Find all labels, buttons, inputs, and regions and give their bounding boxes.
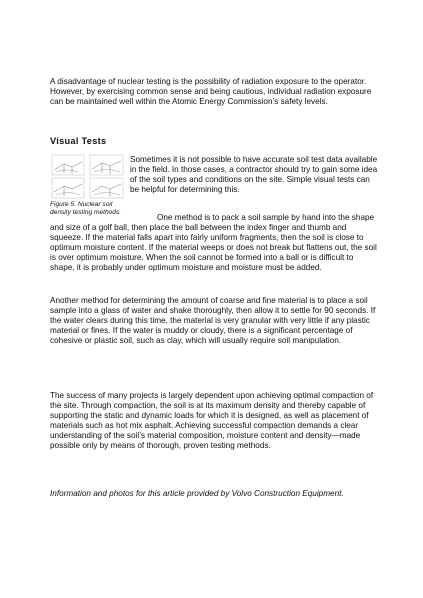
intro-paragraph: A disadvantage of nuclear testing is the possibility of radiation exposure to the operator. However, by exercising common sense and being cautious, individual radiation exposure can be maintained well within the Atomic Energy Commission’s safety levels.	[50, 77, 372, 107]
visual-tests-paragraph-3: Another method for determining the amount of coarse and fine material is to place a soil sample into a glass of water and shake thoroughly, then allow it to settle for 90 seconds. If the water clears during this time, the material is very granular with very little if any plastic material or fines. If the water is muddy or cloudy, there is a significant percentage of cohesive or plastic soil, such as clay, which will usually require soil manipulation.	[50, 296, 376, 346]
figure-caption: Figure 5. Nuclear soil density testing methods.	[50, 201, 122, 216]
credit-line: Information and photos for this article provided by Volvo Construction Equipment.	[50, 489, 344, 498]
section-heading-visual-tests: Visual Tests	[50, 136, 107, 146]
visual-tests-paragraph-1: Sometimes it is not possible to have accurate soil test data available in the field. In those cases, a contractor should try to gain some idea of the soil types and conditions on the site. Simple visual tests can be helpful for determining this.	[130, 155, 378, 195]
success-paragraph: The success of many projects is largely dependent upon achieving optimal compaction of the site. Through compaction, the soil is at its maximum density and thereby capable of supporting the static and dynamic loads for which it is designed, as well as placement of materials such as hot mix asphalt. Achieving successful compaction demands a clear understanding of the soil’s material composition, moisture content and density—made possible only by means of thorough, proven testing methods.	[50, 391, 374, 451]
visual-tests-paragraph-2	[50, 213, 380, 274]
paragraph-2-text: One method is to pack a soil sample by hand into the shape and size of a golf ball, then place the ball between the index finger and thumb and squeeze. If the material falls apart into fairly uniform fragments, then the soil is close to optimum moisture content. If the material weeps or does not break but flattens out, the soil is over optimum moisture. When the soil cannot be formed into a ball or is difficult to shape, it is probably under optimum moisture and moisture must be added.	[50, 213, 377, 273]
nuclear-density-diagram	[50, 154, 125, 200]
